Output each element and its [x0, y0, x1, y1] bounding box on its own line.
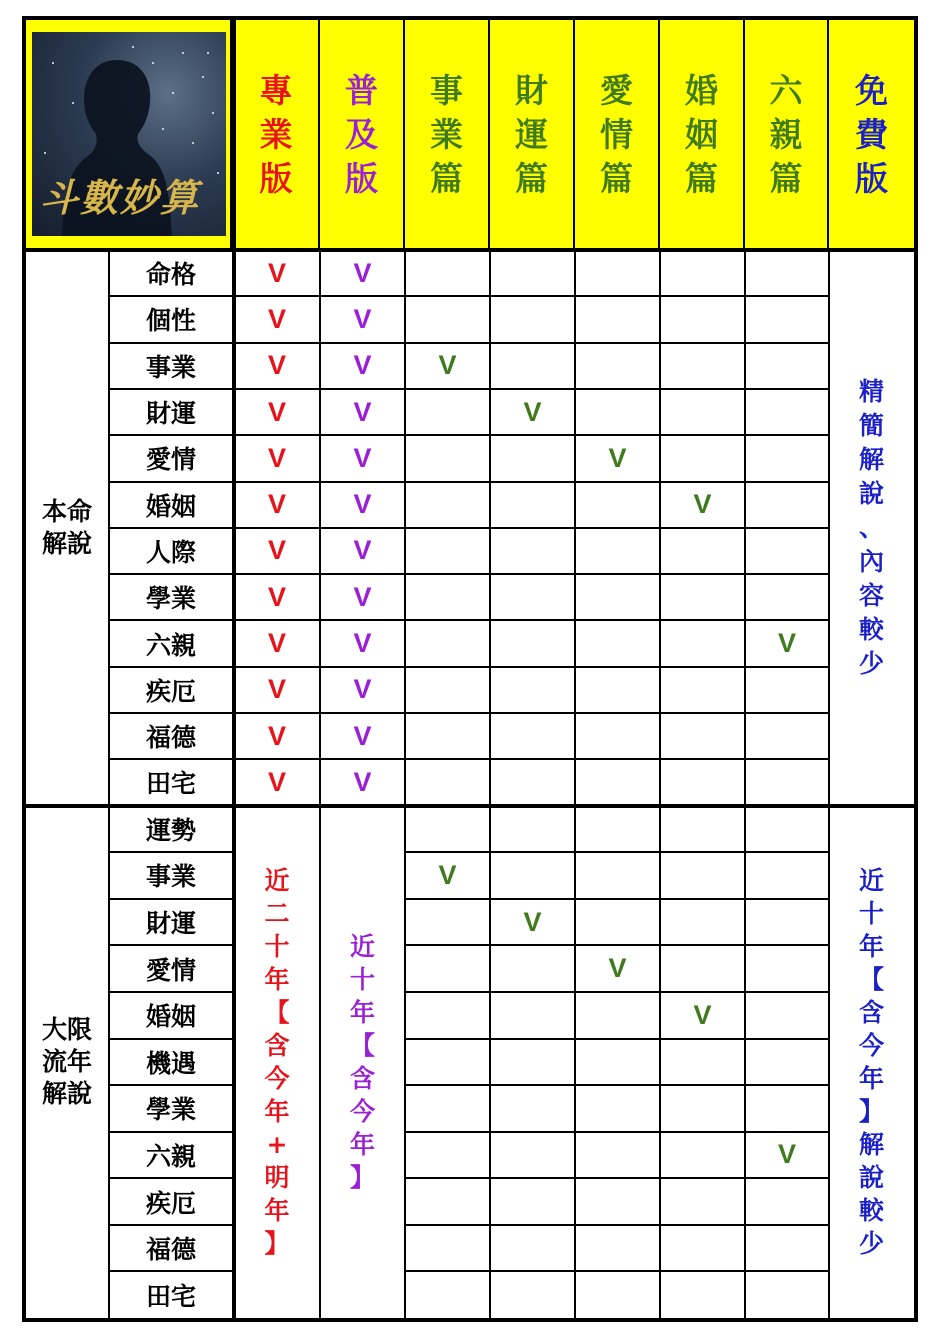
row-name: 財運	[145, 399, 196, 429]
header-label	[770, 69, 803, 201]
row-name: 財運	[145, 909, 196, 939]
row-name: 福德	[145, 723, 196, 753]
free-yearly-note-text-char: 【	[858, 964, 884, 994]
star-dot	[217, 172, 219, 174]
section-label-yearly-line: 解說	[41, 1078, 92, 1108]
basic-yearly-note-text-char: 今	[349, 1096, 375, 1126]
check-mark: V	[267, 442, 286, 473]
pro-yearly-note-text-char: +	[266, 1129, 288, 1159]
header-label-char: 版	[345, 159, 378, 198]
star-dot	[207, 52, 209, 54]
basic-yearly-note-text-char: 含	[349, 1063, 375, 1093]
row-name: 六親	[145, 1141, 196, 1171]
pro-yearly-note-text-char: 【	[264, 997, 290, 1027]
free-natal-note-text-char: 解	[858, 444, 884, 474]
row-divider	[405, 1038, 829, 1040]
free-yearly-note-text-char: 說	[858, 1162, 884, 1192]
star-dot	[172, 92, 174, 94]
logo-text: 斗數妙算	[40, 175, 201, 220]
section-label-natal-text	[42, 496, 92, 560]
check-mark: V	[777, 1139, 796, 1170]
star-dot	[52, 62, 54, 64]
row-name: 福德	[145, 1235, 196, 1265]
free-yearly-note	[829, 806, 914, 1318]
free-yearly-note-text	[859, 864, 884, 1260]
logo	[26, 20, 234, 250]
header-label-char: 免	[855, 71, 888, 110]
comparison-table	[22, 16, 918, 1322]
section-label-natal	[26, 250, 108, 806]
header-label	[515, 69, 548, 201]
header-label-char: 運	[515, 115, 548, 154]
check-mark: V	[777, 628, 796, 659]
basic-yearly-note	[320, 806, 405, 1318]
header-label-char: 普	[345, 71, 378, 110]
star-dot	[192, 142, 194, 144]
pro-yearly-note-text-char: 今	[264, 1063, 290, 1093]
free-yearly-note-text-char: 年	[858, 1063, 884, 1093]
free-yearly-note-text-char: 少	[858, 1228, 884, 1258]
check-mark: V	[267, 535, 286, 566]
check-mark: V	[353, 674, 372, 705]
star-dot	[182, 52, 184, 54]
free-yearly-note-text-char: 近	[858, 865, 884, 895]
row-name: 事業	[145, 352, 196, 382]
check-mark: V	[353, 350, 372, 381]
header-3	[405, 20, 490, 250]
check-mark: V	[267, 766, 286, 797]
free-natal-note-text-char: 、	[858, 512, 884, 542]
pro-yearly-note-text-char: 二	[264, 898, 290, 928]
basic-yearly-note-text-char: 】	[349, 1162, 375, 1192]
header-7	[745, 20, 829, 250]
header-label-char: 姻	[685, 115, 718, 154]
header-label-char: 六	[769, 71, 803, 110]
pro-yearly-note-text-char: 年	[264, 1195, 290, 1225]
section-label-natal-line: 解說	[41, 528, 92, 558]
check-mark: V	[267, 628, 286, 659]
column-divider	[659, 250, 661, 1318]
check-mark: V	[353, 489, 372, 520]
basic-yearly-note-text-char: 【	[349, 1030, 375, 1060]
check-mark: V	[267, 396, 286, 427]
header-label-char: 業	[430, 115, 463, 154]
check-mark: V	[438, 859, 457, 890]
check-mark: V	[353, 720, 372, 751]
free-natal-note-text-char: 內	[858, 546, 884, 576]
row-name: 人際	[145, 537, 196, 567]
free-natal-note-text-char: 容	[858, 580, 884, 610]
row-name: 命格	[145, 260, 196, 290]
row-divider	[405, 1224, 829, 1226]
check-mark: V	[353, 396, 372, 427]
section-label-natal-line: 本命	[41, 496, 92, 526]
check-mark: V	[267, 350, 286, 381]
free-natal-note-text-char: 說	[858, 478, 884, 508]
check-mark: V	[267, 720, 286, 751]
pro-yearly-note-text-char: 明	[264, 1162, 290, 1192]
check-mark: V	[693, 489, 712, 520]
free-yearly-note-text-char: 解	[858, 1129, 884, 1159]
pro-yearly-note-text-char: 】	[264, 1228, 290, 1258]
free-yearly-note-text-char: 十	[858, 898, 884, 928]
header-label-char: 愛	[600, 71, 633, 110]
header-label-char: 篇	[769, 159, 803, 198]
free-yearly-note-text-char: 含	[858, 997, 884, 1027]
check-mark: V	[693, 999, 712, 1030]
header-label-char: 業	[259, 115, 293, 154]
pro-yearly-note-text-char: 近	[264, 865, 290, 895]
row-name: 學業	[145, 584, 196, 614]
header-label	[260, 69, 293, 201]
star-dot	[132, 46, 134, 48]
header-label-char: 費	[855, 115, 888, 154]
check-mark: V	[608, 953, 627, 984]
star-dot	[152, 62, 154, 64]
header-label-char: 篇	[430, 159, 463, 198]
star-dot	[212, 112, 214, 114]
header-label-char: 財	[515, 71, 548, 110]
pro-yearly-note-text-char: 年	[264, 1096, 290, 1126]
row-divider	[405, 1084, 829, 1086]
row-name: 六親	[145, 630, 196, 660]
row-name: 學業	[145, 1095, 196, 1125]
header-1	[234, 20, 320, 250]
row-name: 田宅	[145, 769, 196, 799]
row-name: 婚姻	[145, 491, 196, 521]
free-yearly-note-text-char: 】	[858, 1096, 884, 1126]
row-divider	[405, 1270, 829, 1272]
row-name: 機遇	[145, 1048, 196, 1078]
row-name: 疾厄	[145, 1188, 196, 1218]
star-dot	[202, 76, 204, 78]
star-dot	[162, 128, 164, 130]
row-name: 個性	[145, 306, 196, 336]
header-label-char: 婚	[685, 71, 718, 110]
check-mark: V	[267, 581, 286, 612]
basic-yearly-note-text	[350, 930, 375, 1194]
row-name: 運勢	[145, 815, 196, 845]
header-label-char: 事	[430, 71, 463, 110]
header-label-char: 情	[600, 115, 633, 154]
free-natal-note	[829, 250, 914, 806]
header-label	[685, 69, 718, 201]
pro-yearly-note-text-char: 十	[264, 931, 290, 961]
free-yearly-note-text-char: 年	[858, 931, 884, 961]
check-mark: V	[353, 303, 372, 334]
pro-yearly-note-text	[264, 864, 289, 1260]
check-mark: V	[523, 396, 542, 427]
check-mark: V	[353, 257, 372, 288]
free-natal-note-text-char: 較	[858, 614, 884, 644]
section-label-yearly	[26, 806, 108, 1318]
check-mark: V	[353, 442, 372, 473]
header-label-char: 篇	[600, 159, 633, 198]
free-natal-note-text	[859, 375, 884, 681]
check-mark: V	[438, 350, 457, 381]
logo-image	[32, 32, 226, 236]
header-label-char: 篇	[515, 159, 548, 198]
row-name: 事業	[145, 862, 196, 892]
basic-yearly-note-text-char: 年	[349, 1129, 375, 1159]
row-name: 愛情	[145, 955, 196, 985]
row-name: 疾厄	[145, 676, 196, 706]
header-label-char: 版	[855, 159, 888, 198]
free-yearly-note-text-char: 今	[858, 1030, 884, 1060]
row-name: 田宅	[145, 1281, 196, 1311]
check-mark: V	[267, 489, 286, 520]
header-label-char: 親	[769, 115, 803, 154]
check-mark: V	[267, 674, 286, 705]
check-mark: V	[353, 535, 372, 566]
row-name: 婚姻	[145, 1002, 196, 1032]
free-natal-note-text-char: 精	[858, 376, 884, 406]
free-yearly-note-text-char: 較	[858, 1195, 884, 1225]
basic-yearly-note-text-char: 近	[349, 931, 375, 961]
header-label-char: 篇	[685, 159, 718, 198]
check-mark: V	[267, 303, 286, 334]
header-label	[345, 69, 378, 201]
header-label-char: 專	[259, 71, 293, 110]
star-dot	[44, 152, 46, 154]
check-mark: V	[523, 906, 542, 937]
header-label	[600, 69, 633, 201]
section-label-yearly-text	[42, 1014, 92, 1110]
section-label-yearly-line: 流年	[41, 1046, 92, 1076]
pro-yearly-note-text-char: 年	[264, 964, 290, 994]
header-8	[829, 20, 914, 250]
header-label-char: 版	[259, 159, 293, 198]
pro-yearly-note-text-char: 含	[264, 1030, 290, 1060]
header-label-char: 及	[345, 115, 378, 154]
check-mark: V	[353, 766, 372, 797]
header-6	[660, 20, 745, 250]
free-natal-note-text-char: 簡	[858, 410, 884, 440]
header-2	[320, 20, 405, 250]
header-4	[490, 20, 575, 250]
check-mark: V	[353, 628, 372, 659]
section-label-yearly-line: 大限	[41, 1014, 92, 1044]
pro-yearly-note	[234, 806, 320, 1318]
basic-yearly-note-text-char: 十	[349, 964, 375, 994]
check-mark: V	[608, 442, 627, 473]
check-mark: V	[267, 257, 286, 288]
row-name: 愛情	[145, 445, 196, 475]
header-label	[430, 69, 463, 201]
free-natal-note-text-char: 少	[858, 648, 884, 678]
check-mark: V	[353, 581, 372, 612]
header-5	[575, 20, 660, 250]
star-dot	[72, 102, 74, 104]
basic-yearly-note-text-char: 年	[349, 997, 375, 1027]
header-label	[855, 69, 888, 201]
